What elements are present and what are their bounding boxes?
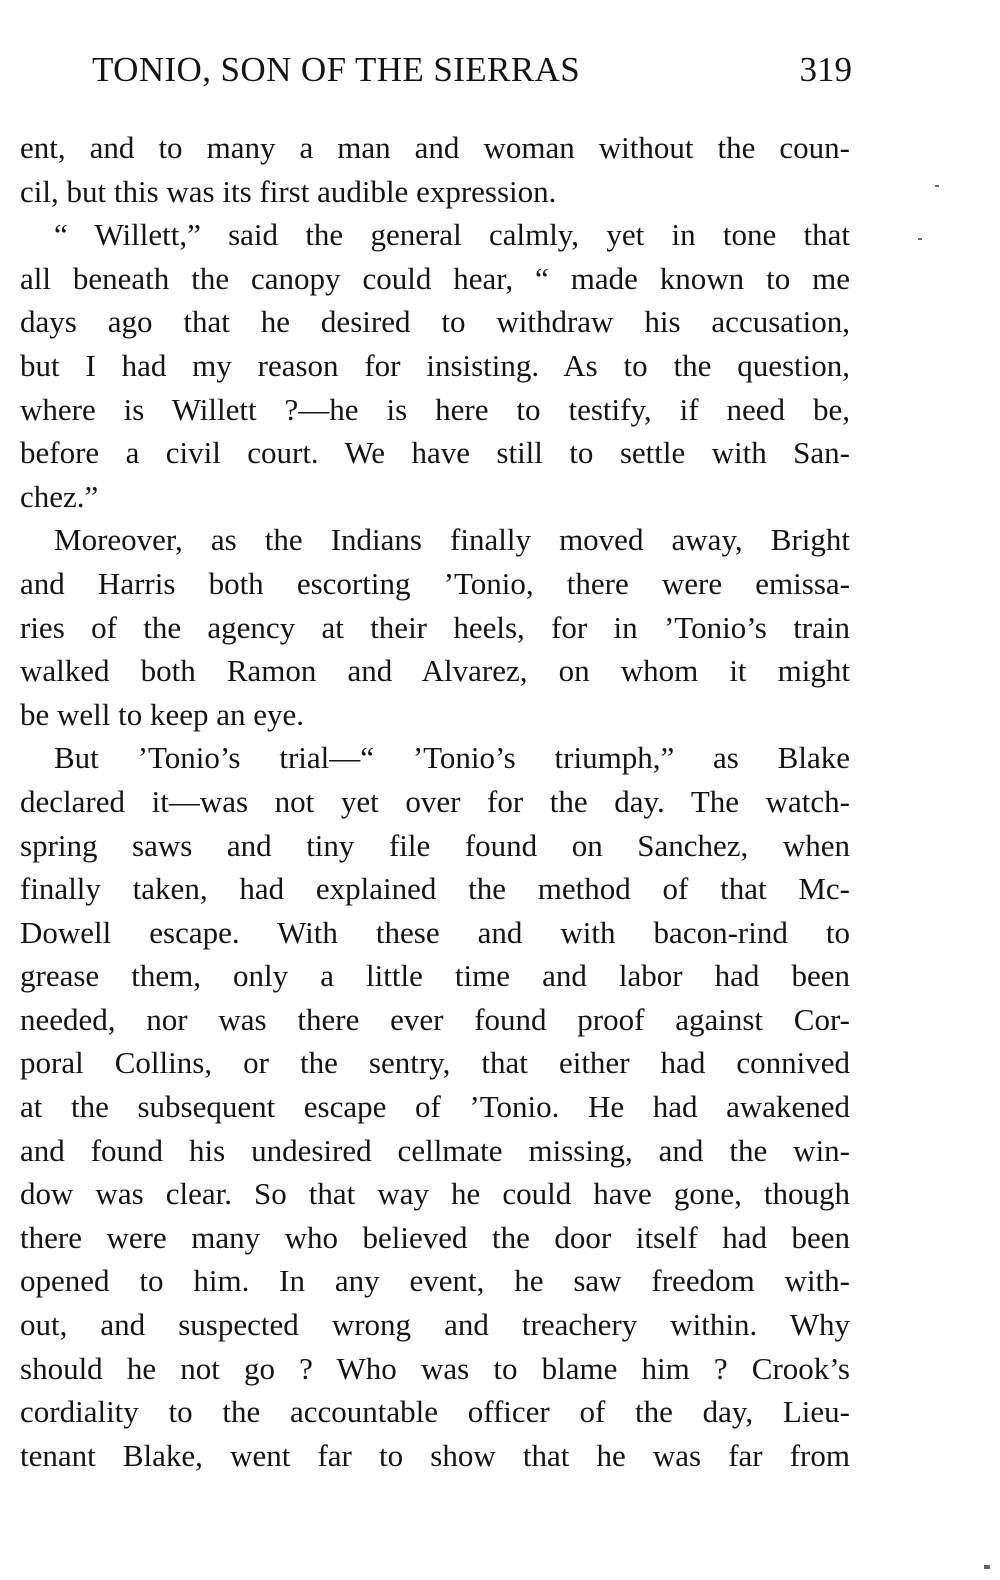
text-line: be well to keep an eye. [20, 696, 305, 732]
text-line: needed, nor was there ever found proof against Cor- [20, 1001, 850, 1037]
text-line: at the subsequent escape of ’Tonio. He had awakened [20, 1089, 850, 1125]
text-line: spring saws and tiny file found on Sanchez, when [20, 827, 850, 863]
page-number: 319 [799, 50, 852, 89]
text-line: where is Willett ?—he is here to testify, if need be, [20, 391, 850, 427]
text-line: tenant Blake, went far to show that he was far from [20, 1437, 850, 1473]
text-line: there were many who believed the door itself had been [20, 1219, 850, 1255]
running-title: TONIO, SON OF THE SIERRAS [92, 50, 581, 89]
running-head [92, 45, 852, 95]
text-line: dow was clear. So that way he could have gone, though [20, 1176, 850, 1212]
text-line: all beneath the canopy could hear, “ made known to me [20, 260, 850, 296]
text-line: should he not go ? Who was to blame him ? Crook’s [20, 1350, 850, 1386]
text-line: but I had my reason for insisting. As to the question, [20, 347, 850, 383]
text-line: ent, and to many a man and woman without the coun- [20, 130, 850, 165]
text-line: Moreover, as the Indians finally moved away, Bright [54, 522, 850, 558]
text-line: But ’Tonio’s trial—“ ’Tonio’s triumph,” as Blake [54, 740, 850, 776]
scan-speck [984, 1565, 990, 1569]
text-line: out, and suspected wrong and treachery within. Why [20, 1307, 850, 1343]
scan-speck [918, 238, 922, 240]
text-line: days ago that he desired to withdraw his accusation, [20, 304, 850, 340]
text-line: and Harris both escorting ’Tonio, there were emissa- [20, 565, 850, 601]
text-line: ries of the agency at their heels, for in ’Tonio’s train [20, 609, 850, 645]
text-line: cil, but this was its first audible expression. [20, 173, 557, 209]
text-line: Dowell escape. With these and with bacon-rind to [20, 914, 850, 950]
text-line: grease them, only a little time and labor had been [20, 958, 850, 994]
body-text [20, 126, 850, 1477]
text-line: chez.” [20, 478, 99, 514]
text-line: cordiality to the accountable officer of the day, Lieu- [20, 1394, 850, 1430]
text-line: “ Willett,” said the general calmly, yet in tone that [54, 217, 850, 253]
text-line: before a civil court. We have still to settle with San- [20, 435, 850, 471]
text-line: and found his undesired cellmate missing, and the win- [20, 1132, 850, 1168]
text-line: opened to him. In any event, he saw freedom with- [20, 1263, 850, 1299]
text-line: declared it—was not yet over for the day. The watch- [20, 783, 850, 819]
scan-speck [935, 185, 939, 187]
text-line: poral Collins, or the sentry, that either had connived [20, 1045, 850, 1081]
text-line: finally taken, had explained the method of that Mc- [20, 871, 850, 907]
text-line: walked both Ramon and Alvarez, on whom it might [20, 653, 850, 689]
